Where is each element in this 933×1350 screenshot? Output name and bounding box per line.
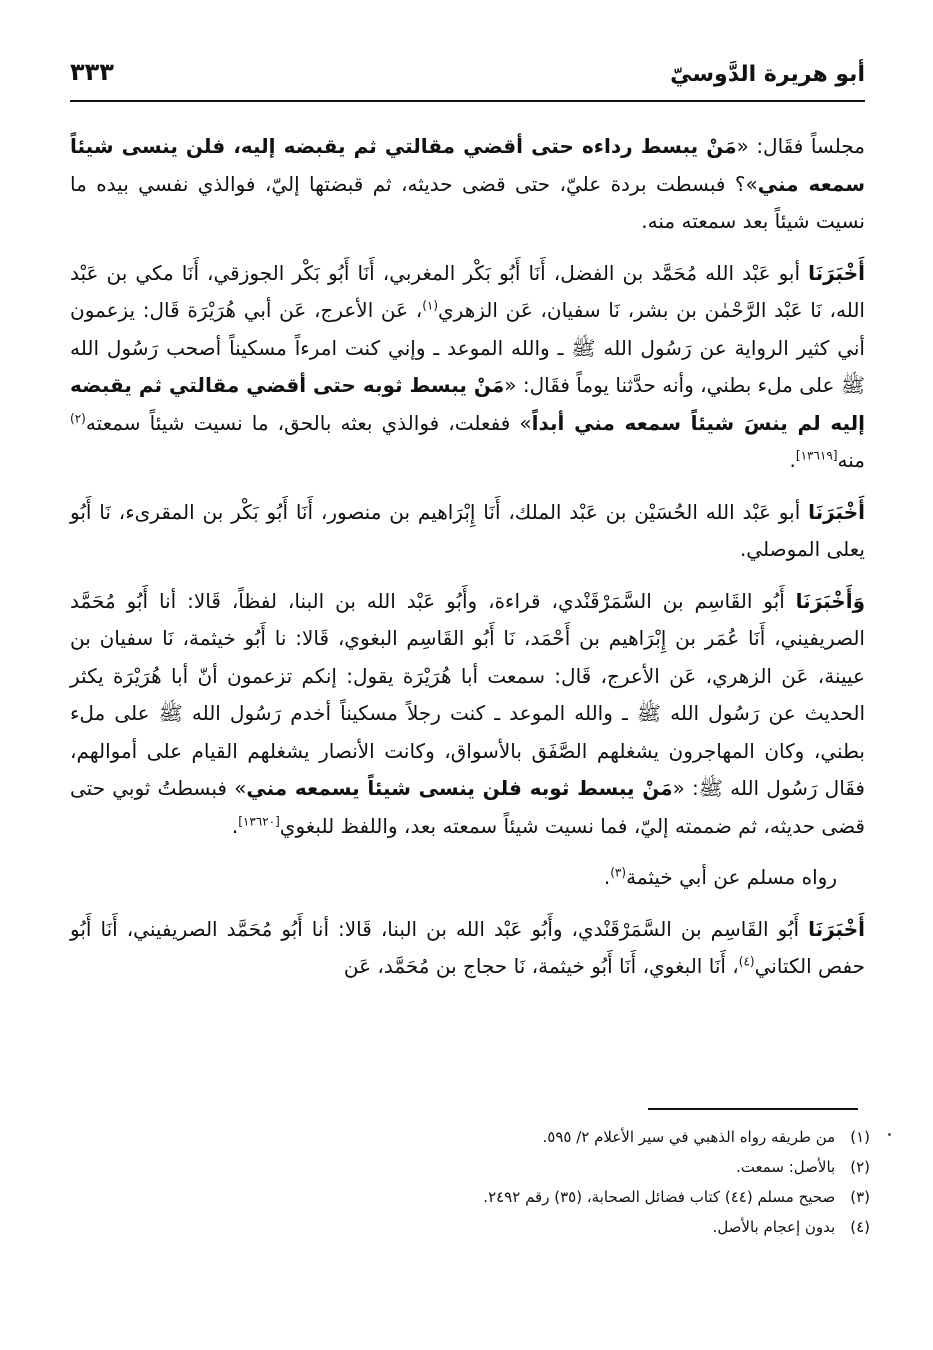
footnote-rule bbox=[648, 1108, 858, 1110]
hadith-quote: مَنْ يبسط رداءه حتى أقضي مقالتي ثم يقبضه إليه، فلن ينسى شيئاً سمعه مني bbox=[70, 134, 865, 196]
paragraph-3: أَخْبَرَنَا أبو عَبْد الله الحُسَيْن بن عَبْد الملك، أَنَا إِبْرَاهيم بن منصور، أَنَا أَبُو بَكْر بن المقرىء، نَا أَبُو يعلى الموصلي. bbox=[70, 499, 865, 561]
paragraph-5: رواه مسلم عن أبي خيثمة$^{(٣)}$. bbox=[603, 865, 837, 889]
paragraph-2: أَخْبَرَنَا أبو عَبْد الله مُحَمَّد بن الفضل، أَنَا أَبُو بَكْر المغربي، أَنَا أَبُو بَكْر الجوزقي، أَنَا مكي بن عَبْد الله، نَا عَبْد الرَّحْمٰن بن بشر، نَا سفيان، عَن الزهري$^{(١)}$، عَن الأعرج، عَن أبي هُرَيْرَة قَال: يزعمون أني كثير الرواية عن رَسُول الله ﷺ ـ والله الموعد ـ وإني كنت امرءاً مسكيناً أصحب رَسُول الله ﷺ على ملء بطني، وأنه حدَّثنا يوماً فقَال: «مَنْ يبسط ثوبه حتى أقضي مقالتي ثم يقبضه إليه لم ينسَ شيئاً سمعه مني أبداً» ففعلت، فوالذي بعثه بالحق، ما نسيت شيئاً سمعته$^{(٢)}$ منه[١٣٦١٩]. bbox=[70, 260, 865, 472]
scan-mark bbox=[888, 1133, 891, 1136]
running-title: أبو هريرة الدَّوسيّ bbox=[670, 62, 865, 87]
page-header bbox=[70, 50, 865, 94]
paragraph-6: أَخْبَرَنَا أَبُو القَاسِم بن السَّمَرْقَنْدي، وأَبُو عَبْد الله بن البنا، قَالا: أنا أَبُو مُحَمَّد الصريفيني، أَنَا أَبُو حفص الكتاني$^{(٤)}$، أَنَا البغوي، أَنَا أَبُو خيثمة، نَا حجاج بن مُحَمَّد، عَن bbox=[70, 916, 865, 978]
isnad-lead: أَخْبَرَنَا bbox=[808, 916, 865, 941]
footnote-ref-4[interactable]: (٤) bbox=[738, 954, 755, 969]
hadith-quote: مَنْ يبسط ثوبه فلن ينسى شيئاً يسمعه مني bbox=[246, 776, 673, 800]
isnad-lead: أَخْبَرَنَا bbox=[808, 499, 865, 524]
header-rule bbox=[70, 100, 865, 102]
footnote-4: (٤) بدون إعجام بالأصل. bbox=[712, 1218, 870, 1236]
hadith-number: [١٣٦٢٠] bbox=[238, 813, 280, 828]
footnote-ref-3[interactable]: (٣) bbox=[610, 865, 627, 880]
page-number: ٣٣٣ bbox=[70, 58, 114, 86]
hadith-quote: مَنْ يبسط ثوبه حتى أقضي مقالتي ثم يقبضه إليه لم ينسَ شيئاً سمعه مني أبداً bbox=[70, 373, 865, 435]
footnote-1: (١) من طريقه رواه الذهبي في سير الأعلام ٢/ ٥٩٥. bbox=[542, 1128, 870, 1146]
paragraph-1: مجلساً فقَال: «مَنْ يبسط رداءه حتى أقضي مقالتي ثم يقبضه إليه، فلن ينسى شيئاً سمعه مني»؟ فبسطت بردة عليّ، حتى قضى حديثه، ثم قبضتها إليّ، فوالذي نفسي بيده ما نسيت شيئاً بعد سمعته منه. bbox=[70, 134, 866, 233]
footnote-3: (٣) صحيح مسلم (٤٤) كتاب فضائل الصحابة، (٣٥) رقم ٢٤٩٢. bbox=[483, 1188, 870, 1206]
footnote-2: (٢) بالأصل: سمعت. bbox=[736, 1158, 870, 1176]
isnad-lead: أَخْبَرَنَا bbox=[808, 260, 865, 285]
footnote-ref-2[interactable]: (٢) bbox=[70, 410, 86, 425]
footnote-ref-1[interactable]: (١) bbox=[422, 298, 439, 313]
main-text bbox=[70, 128, 865, 986]
paragraph-4: وَأَخْبَرَنَا أَبُو القَاسِم بن السَّمَرْقَنْدي، قراءة، وأَبُو عَبْد الله بن البنا، لفظاً، قَالا: أنا أَبُو مُحَمَّد الصريفيني، أَنَا عُمَر بن إِبْرَاهيم بن أَحْمَد، نَا أَبُو القَاسِم البغوي، قَالا: نا أَبُو خيثمة، نَا سفيان بن عيينة، عَن الزهري، عَن الأعرج، قَال: سمعت أبا هُرَيْرَة يقول: إنكم تزعمون أنّ أبا هُرَيْرَة يكثر الحديث عن رَسُول الله ﷺ ـ والله الموعد ـ كنت رجلاً مسكيناً أخدم رَسُول الله ﷺ على ملء بطني، وكان المهاجرون يشغلهم الصَّفَق بالأسواق، وكانت الأنصار يشغلهم القيام على أموالهم، فقَال رَسُول الله ﷺ: «مَنْ يبسط ثوبه فلن ينسى شيئاً يسمعه مني» فبسطتُ ثوبي حتى قضى حديثه، ثم ضممته إليّ، فما نسيت شيئاً سمعته بعد، واللفظ للبغوي[١٣٦٢٠]. bbox=[70, 588, 865, 838]
footnotes bbox=[380, 1122, 870, 1242]
hadith-number: [١٣٦١٩] bbox=[795, 448, 838, 463]
isnad-lead: وَأَخْبَرَنَا bbox=[795, 588, 865, 613]
